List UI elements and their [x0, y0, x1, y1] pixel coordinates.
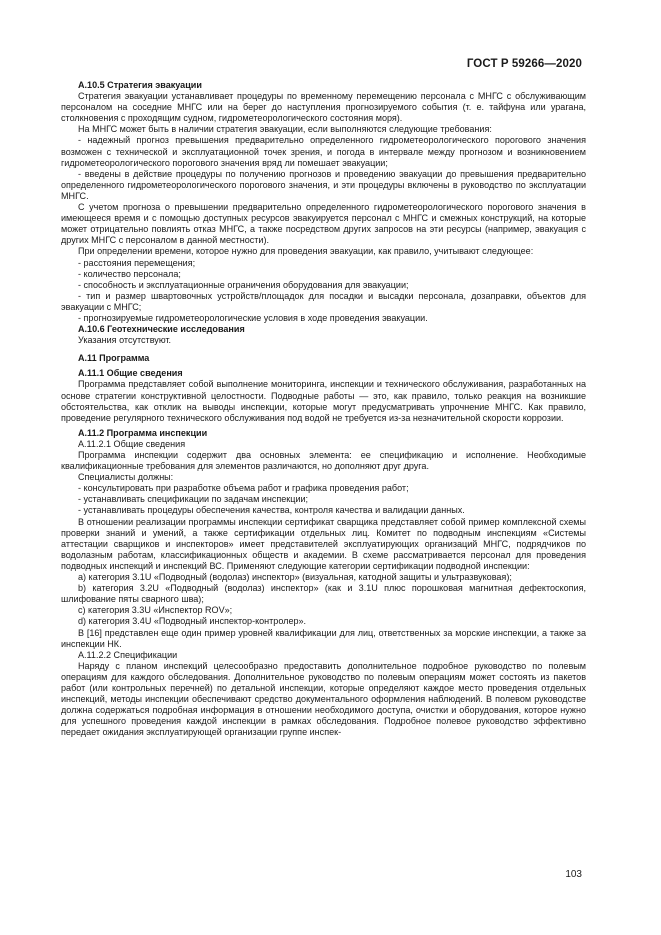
paragraph: Наряду с планом инспекций целесообразно предоставить дополнительное подробное руководство по полевым операциям для каждого обследования. Дополнительное руководство по полевым операциям может состоять из пакетов работ (или контрольных перечней) по детальной инспекции, которые определяют каждое место проведения отдельных инспекций, методы инспекции обеспечивают средство документального оформления наблюдений. В полевом руководстве должна содержаться подробная информация в отношении необходимого доступа, очистки и оборудования, которое нужно для успешного проведения каждой инспекции в рамках обследования. Подробное полевое руководство эффективно передает ожидания эксплуатирующей организации группе инспек- [61, 660, 586, 738]
page-number: 103 [565, 869, 582, 880]
paragraph: При определении времени, которое нужно для проведения эвакуации, как правило, учитывают следующее: [78, 246, 534, 257]
section-heading-a10-5: А.10.5 Стратегия эвакуации [78, 80, 202, 90]
paragraph: На МНГС может быть в наличии стратегия эвакуации, если выполняются следующие требования: [78, 124, 492, 135]
list-item: b) категория 3.2U «Подводный (водолаз) инспектор» (как и 3.1U плюс порошковая магнитная дефектоскопия, шлифование пяты сварного шва); [61, 583, 586, 605]
section-heading-a10-6: А.10.6 Геотехнические исследования [78, 324, 245, 335]
section-heading-a11-2: А.11.2 Программа инспекции [78, 427, 208, 438]
paragraph: В [16] представлен еще один пример уровней квалификации для лиц, ответственных за морские инспекции, а также за инспекции НК. [61, 627, 586, 649]
list-item: - расстояния перемещения; [78, 257, 196, 268]
list-item: - введены в действие процедуры по получению прогнозов и проведению эвакуации до превышения предварительно определенного гидрометеорологического порогового значения, и эти процедуры включены в руководство по эксплуатации МНГС. [61, 168, 586, 201]
paragraph: Специалисты должны: [78, 472, 174, 483]
paragraph: С учетом прогноза о превышении предварительно определенного гидрометеорологического порогового значения в имеющееся время и с помощью доступных ресурсов эвакуируется персонал с МНГС и смежных конструкций, на которые может отрицательно повлиять отказ МНГС, а также посредством других запросов на эти ресурсы (например, эвакуация с других МНГС с персоналом в данной местности). [61, 202, 586, 246]
list-item: a) категория 3.1U «Подводный (водолаз) инспектор» (визуальная, катодной защиты и ультразвуковая); [78, 572, 512, 583]
section-heading-a11-1: А.11.1 Общие сведения [78, 368, 183, 379]
list-item: - устанавливать процедуры обеспечения качества, контроля качества и валидации данных. [78, 505, 465, 516]
list-item: - прогнозируемые гидрометеорологические условия в ходе проведения эвакуации. [78, 312, 428, 323]
paragraph: Стратегия эвакуации устанавливает процедуры по временному перемещению персонала с МНГС с обслуживающим персоналом на соседние МНГС или на берег до наступления прогнозируемого события (т. е. тайфуна или урагана, столкновения с проходящим судном, гидрометеорологического состояния моря). [61, 91, 586, 124]
standard-header: ГОСТ Р 59266—2020 [466, 58, 582, 70]
subsection-heading-a11-2-1: А.11.2.1 Общие сведения [78, 438, 186, 449]
paragraph: Программа инспекции содержит два основных элемента: ее спецификацию и исполнение. Необходимые квалификационные требования для элементов различаются, но дополняют друг друга. [61, 450, 586, 472]
section-heading-a11: А.11 Программа [78, 353, 150, 364]
paragraph: Указания отсутствуют. [78, 335, 172, 346]
list-item: - надежный прогноз превышения предварительно определенного гидрометеорологического порогового значения возможен с технической и эксплуатационной точек зрения, и погода в интервале между прогнозом и возникновением гидрометеорологического порогового значения вряд ли помешает эвакуации; [61, 135, 586, 168]
paragraph: В отношении реализации программы инспекции сертификат сварщика представляет собой пример комплексной схемы проверки знаний и умений, а также сертификации отдельных лиц. Комитет по подводным инспекциям «Системы аттестации сварщиков и инспекторов» имеет представителей эксплуатирующих организаций МНГС, подрядчиков по водолазным работам, классификационных обществ и академии. В схеме рассматривается персонал для проведения подводных инспекций и инспекций ВС. Применяют следующие категории сертификации подводной инспекции: [61, 516, 586, 571]
list-item: - устанавливать спецификации по задачам инспекции; [78, 494, 309, 505]
paragraph: Программа представляет собой выполнение мониторинга, инспекции и технического обслуживания, разработанных на основе стратегии конструктивной целостности. Подводные работы — это, как правило, только реакция на возникшие обстоятельства, как отклик на выводы инспекции, которые могут предусматривать упрочнение МНГС. Как правило, проведение регулярного технического обслуживания под водой не требуется из-за незначительной скорости коррозии. [61, 379, 586, 423]
list-item: c) категория 3.3U «Инспектор ROV»; [78, 605, 233, 616]
list-item: - тип и размер швартовочных устройств/площадок для посадки и высадки персонала, дозаправки, объектов для эвакуации с МНГС; [61, 290, 586, 312]
document-body [61, 80, 586, 738]
list-item: - способность и эксплуатационные ограничения оборудования для эвакуации; [78, 279, 409, 290]
subsection-heading-a11-2-2: А.11.2.2 Спецификации [78, 649, 178, 660]
list-item: d) категория 3.4U «Подводный инспектор-контролер». [78, 616, 307, 627]
list-item: - количество персонала; [78, 268, 181, 279]
list-item: - консультировать при разработке объема работ и графика проведения работ; [78, 483, 409, 494]
